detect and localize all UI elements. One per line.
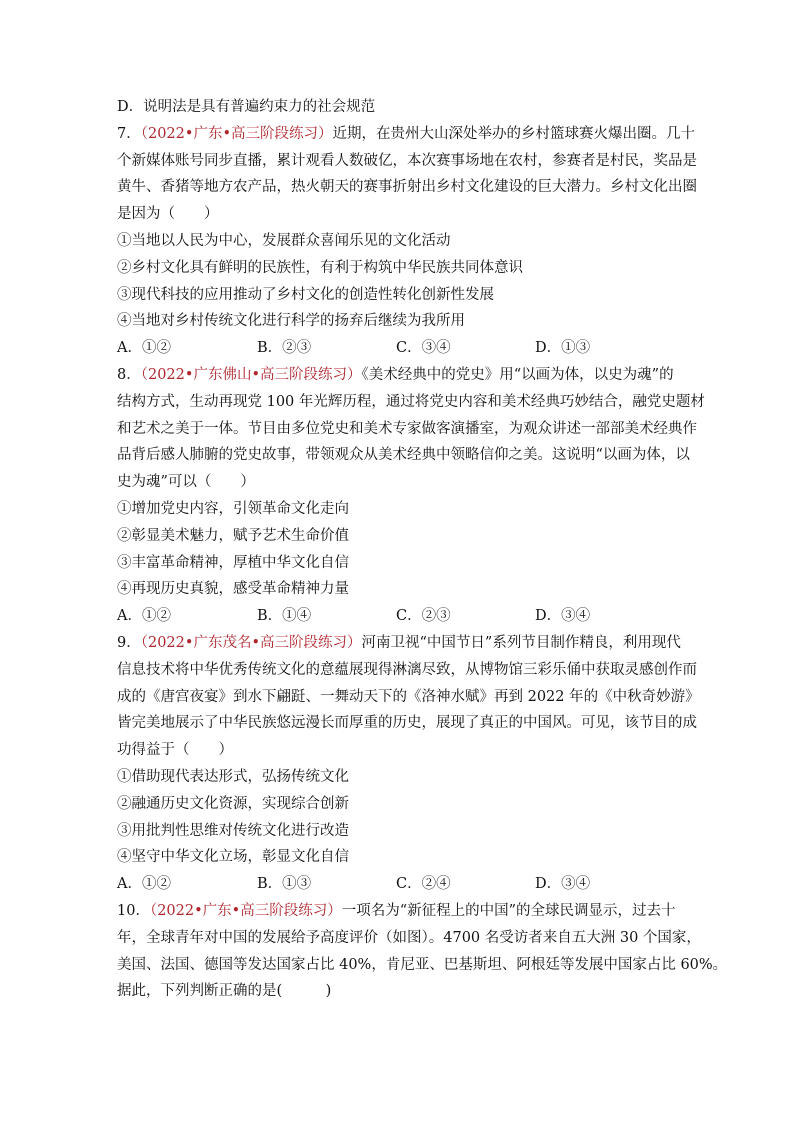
- question-source: 2022•广东佛山•高三阶段练习: [147, 366, 347, 383]
- stem-line: 结构方式，生动再现党 100 年光辉历程，通过将党史内容和美术经典巧妙结合，融党史题材: [117, 393, 705, 410]
- stem-line: 据此，下列判断正确的是( ): [117, 983, 332, 1000]
- question-8-stem-line-1: [117, 362, 677, 389]
- question-9-stem-line-1: [117, 630, 681, 657]
- question-number: 8．: [117, 366, 141, 383]
- stem-line: 个新媒体账号同步直播，累计观看人数破亿，本次赛事场地在农村，参赛者是村民，奖品是: [117, 152, 697, 169]
- answer-options: [117, 871, 677, 898]
- stem-text: 近期，在贵州大山深处举办的乡村篮球赛火爆出圈。几十: [332, 125, 695, 142]
- stem-line: 信息技术将中华优秀传统文化的意蕴展现得淋漓尽致，从博物馆三彩乐俑中获取灵感创作而: [117, 661, 697, 678]
- stem-line: 美国、法国、德国等发达国家占比 40%，肯尼亚、巴基斯坦、阿根廷等发展中国家占比 60%。: [117, 956, 728, 973]
- statement-item: ③用批判性思维对传统文化进行改造: [117, 822, 349, 839]
- stem-line: 是因为（ ）: [117, 206, 219, 223]
- option-b: B．②③: [257, 340, 312, 357]
- option-c: C．③④: [396, 340, 451, 357]
- statement-item: ①增加党史内容，引领革命文化走向: [117, 500, 349, 517]
- option-b: B．①④: [257, 608, 312, 625]
- source-open: （: [140, 366, 148, 383]
- question-9: [117, 630, 700, 898]
- question-10: [117, 898, 728, 1005]
- statement-item: ④再现历史真貌，感受革命精神力量: [117, 581, 349, 598]
- question-8: [117, 362, 705, 630]
- option-a: A．①②: [117, 608, 171, 625]
- statement-item: ①借助现代表达形式，弘扬传统文化: [117, 768, 349, 785]
- statement-item: ③丰富革命精神，厚植中华文化自信: [117, 554, 349, 571]
- answer-options: [117, 335, 677, 362]
- statement-item: ②融通历史文化资源，实现综合创新: [117, 795, 349, 812]
- answer-options: [117, 603, 677, 630]
- statement-item: ④当地对乡村传统文化进行科学的扬弃后继续为我所用: [117, 313, 465, 330]
- statement-item: ④坚守中华文化立场，彰显文化自信: [117, 849, 349, 866]
- stem-line: 史为魂”可以（ ）: [117, 474, 255, 491]
- stem-line: 和艺术之美于一体。节目由多位党史和美术专家做客演播室，为观众讲述一部部美术经典作: [117, 420, 697, 437]
- question-10-stem-line-1: [117, 898, 677, 925]
- stem-line: 皆完美地展示了中华民族悠远漫长而厚重的历史，展现了真正的中国风。可见，该节目的成: [117, 715, 697, 732]
- stem-text: 河南卫视“中国节日”系列节目制作精良，利用现代: [361, 634, 681, 651]
- q6-option-d: D．说明法是具有普遍约束力的社会规范: [117, 99, 376, 115]
- source-close: ）: [347, 634, 362, 651]
- option-d: D．③④: [535, 876, 591, 893]
- statement-item: ①当地以人民为中心，发展群众喜闻乐见的文化活动: [117, 232, 451, 249]
- question-7-stem-line-1: [117, 121, 695, 148]
- option-b: B．①③: [257, 876, 312, 893]
- stem-text: 一项名为“新征程上的中国”的全球民调显示，过去十: [341, 902, 676, 919]
- option-d: D．①③: [535, 340, 591, 357]
- option-a: A．①②: [117, 340, 171, 357]
- question-number: 10．: [117, 902, 150, 919]
- source-open: （: [140, 634, 148, 651]
- stem-line: 年，全球青年对中国的发展给予高度评价（如图）。4700 名受访者来自五大洲 30 个国家，: [117, 929, 701, 946]
- statement-item: ③现代科技的应用推动了乡村文化的创造性转化创新性发展: [117, 286, 494, 303]
- stem-line: 成的《唐宫夜宴》到水下翩跹、一舞动天下的《洛神水赋》再到 2022 年的《中秋奇妙游》: [117, 688, 700, 705]
- document-content: [117, 94, 728, 1005]
- source-close: ）: [318, 125, 333, 142]
- source-open: （: [140, 125, 148, 142]
- stem-line: 品背后感人肺腑的党史故事，带领观众从美术经典中领略信仰之美。这说明“以画为体，以: [117, 447, 690, 464]
- question-source: 2022•广东茂名•高三阶段练习: [147, 634, 347, 651]
- option-a: A．①②: [117, 876, 171, 893]
- option-d: D．③④: [535, 608, 591, 625]
- option-c: C．②④: [396, 876, 451, 893]
- source-open: （: [149, 902, 158, 919]
- question-source: 2022•广东•高三阶段练习: [147, 125, 318, 142]
- source-close: ）: [327, 902, 342, 919]
- statement-item: ②乡村文化具有鲜明的民族性，有利于构筑中华民族共同体意识: [117, 259, 523, 276]
- source-close: ）: [347, 366, 362, 383]
- stem-line: 黄牛、香猪等地方农产品，热火朝天的赛事折射出乡村文化建设的巨大潜力。乡村文化出圈: [117, 179, 697, 196]
- question-number: 7．: [117, 125, 141, 142]
- stem-line: 功得益于（ ）: [117, 742, 233, 759]
- question-7: [117, 121, 697, 362]
- stem-text: 《美术经典中的党史》用“以画为体，以史为魂”的: [361, 366, 674, 383]
- question-source: 2022•广东•高三阶段练习: [157, 902, 328, 919]
- option-c: C．②③: [396, 608, 451, 625]
- question-number: 9．: [117, 634, 141, 651]
- statement-item: ②彰显美术魅力，赋予艺术生命价值: [117, 527, 349, 544]
